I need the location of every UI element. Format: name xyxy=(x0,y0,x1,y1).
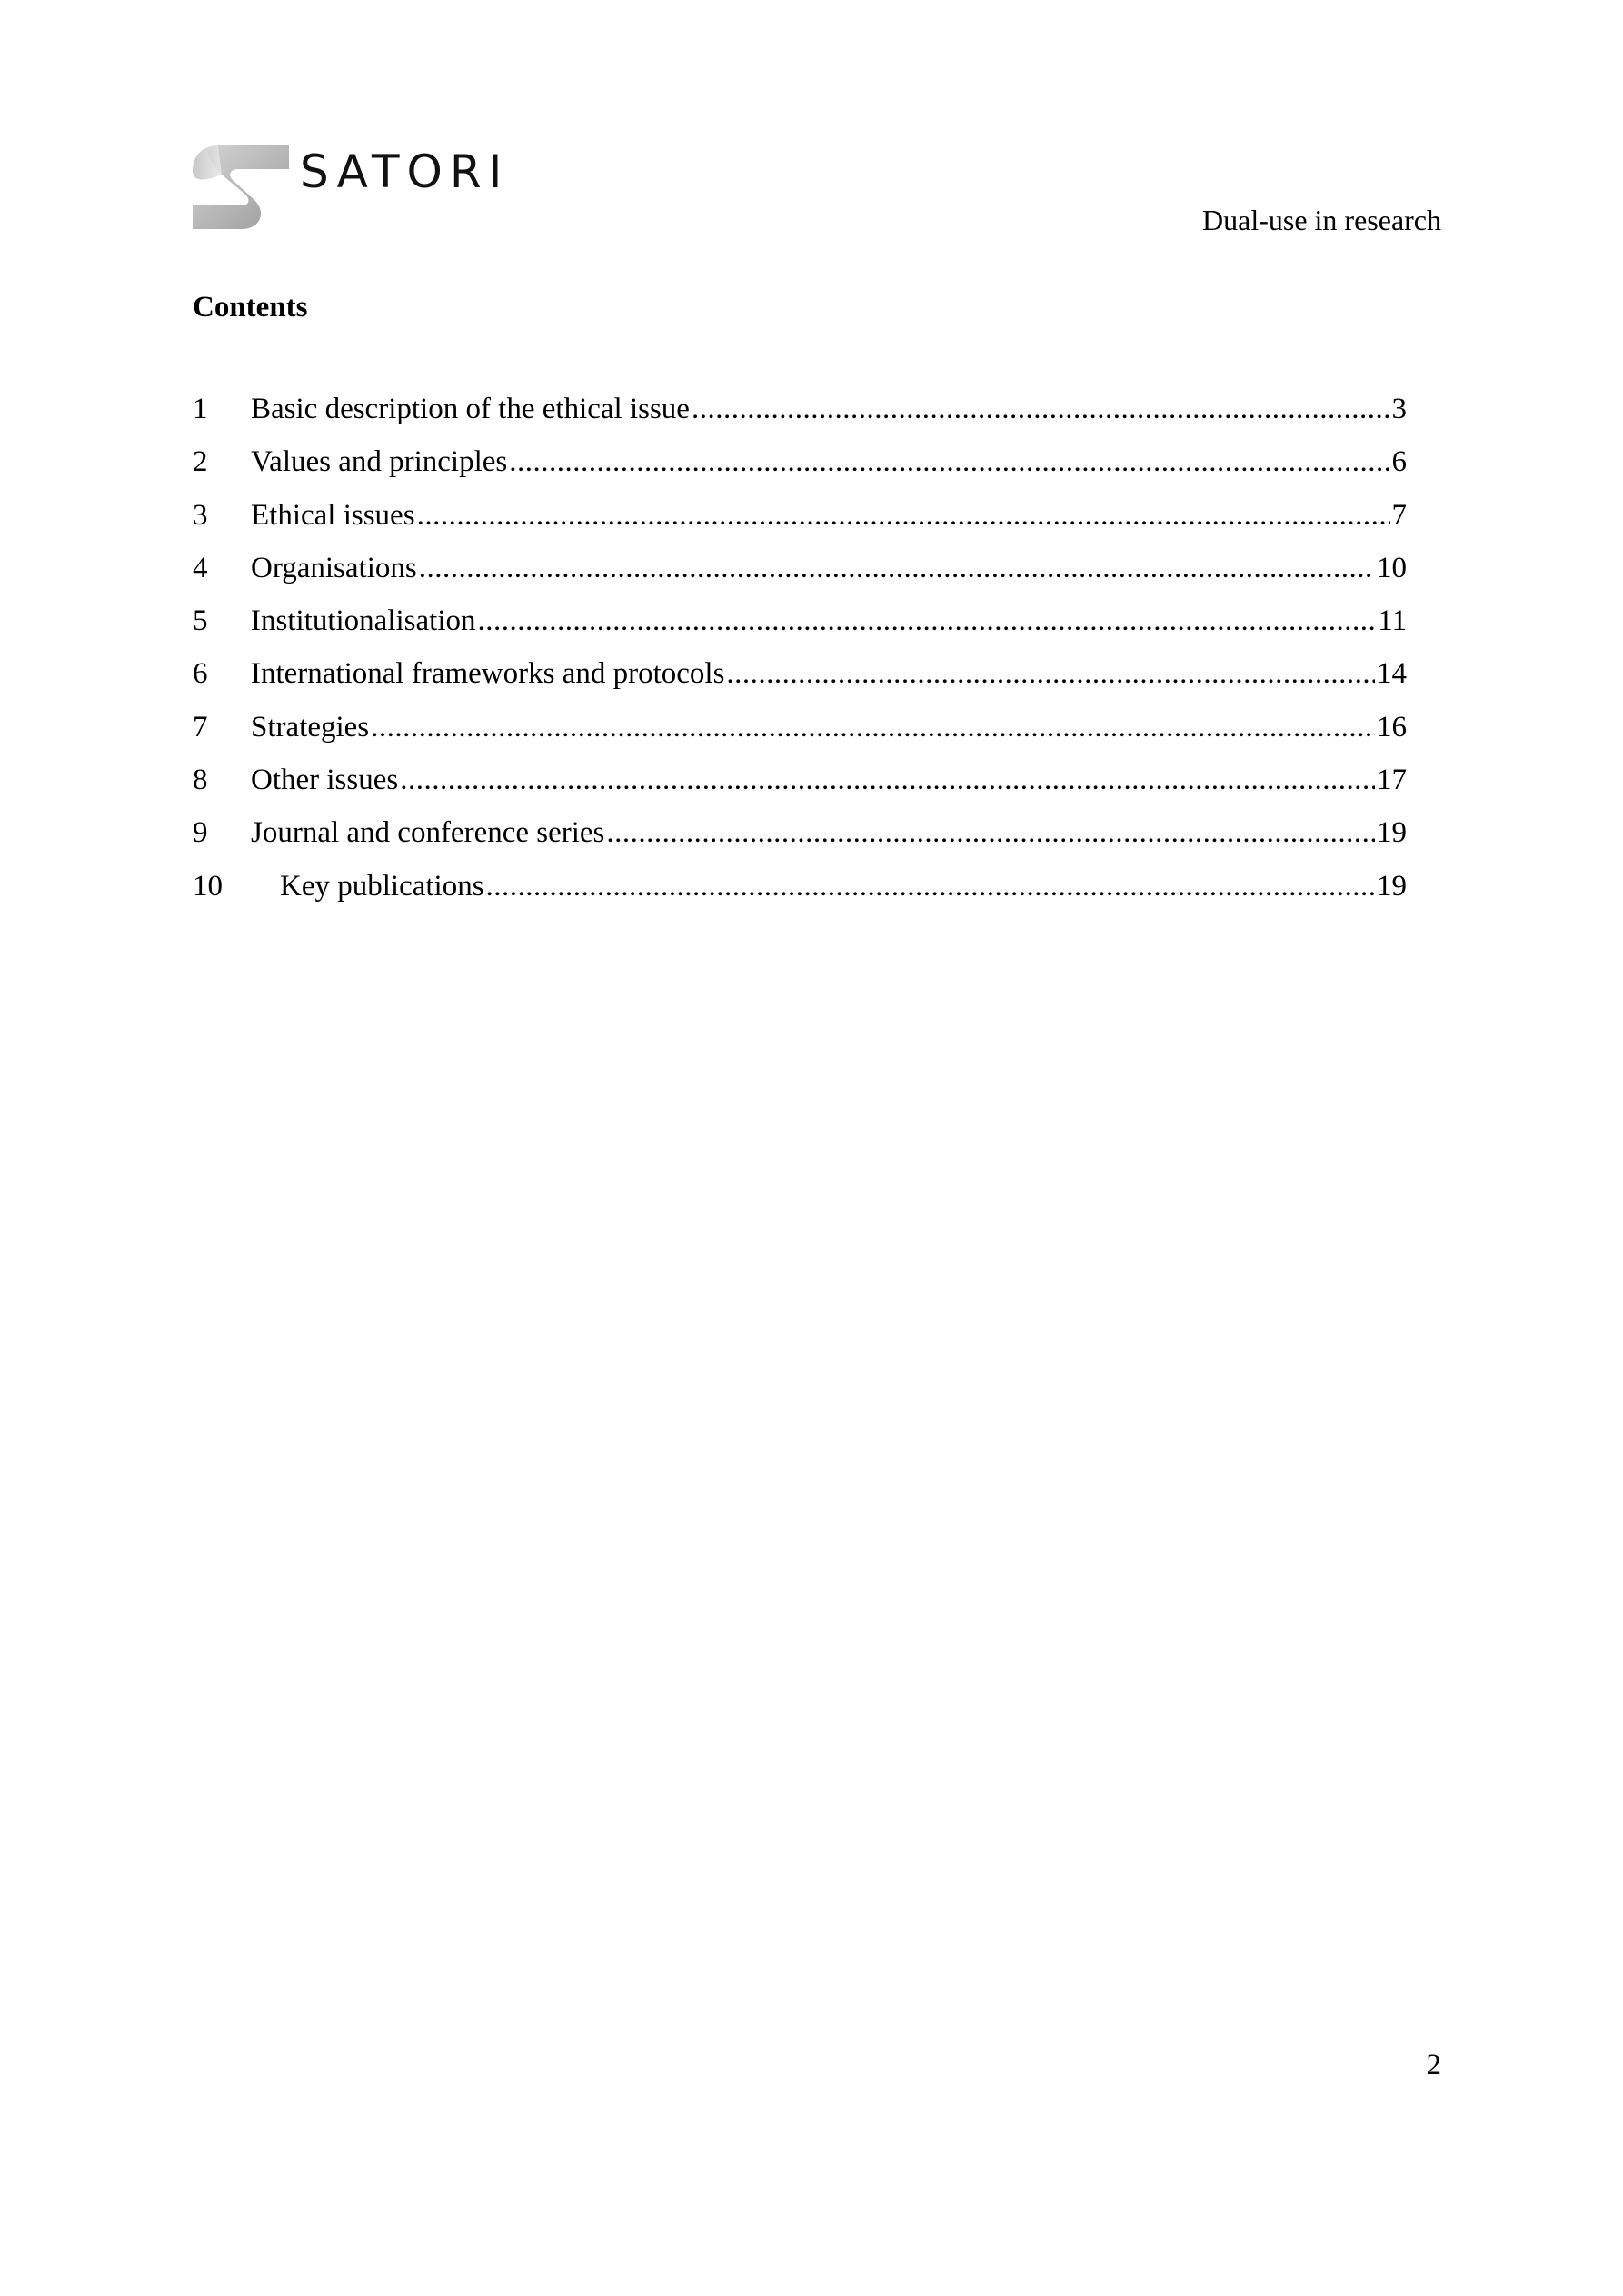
toc-entry[interactable] xyxy=(193,498,1407,554)
toc-entry-number: 10 xyxy=(193,869,223,903)
toc-entry-page[interactable]: 11 xyxy=(1378,604,1407,638)
table-of-contents xyxy=(193,394,1407,924)
toc-entry-page[interactable]: 19 xyxy=(1377,869,1407,903)
toc-entry-title[interactable]: International frameworks and protocols xyxy=(251,657,725,691)
toc-leader-dots xyxy=(509,447,1389,477)
toc-leader-dots xyxy=(486,872,1375,902)
toc-entry-title[interactable]: Strategies xyxy=(251,710,370,744)
toc-entry-number: 1 xyxy=(193,393,208,425)
toc-leader-dots xyxy=(417,501,1390,531)
toc-entry-page[interactable]: 6 xyxy=(1391,445,1407,479)
toc-entry[interactable] xyxy=(193,606,1407,659)
toc-entry-page[interactable]: 14 xyxy=(1377,657,1407,691)
toc-entry-number: 7 xyxy=(193,710,208,744)
document-title: Dual-use in research xyxy=(1202,204,1441,236)
toc-entry-number: 3 xyxy=(193,498,208,532)
satori-logo xyxy=(191,144,510,231)
toc-entry-number: 8 xyxy=(193,764,208,797)
toc-entry[interactable] xyxy=(193,818,1407,871)
toc-entry[interactable] xyxy=(193,551,1407,606)
toc-entry-title[interactable]: Other issues xyxy=(251,764,399,797)
toc-entry-title[interactable]: Basic description of the ethical issue xyxy=(251,393,690,425)
toc-entry-page[interactable]: 10 xyxy=(1377,551,1407,584)
toc-leader-dots xyxy=(371,713,1375,743)
toc-entry-title[interactable]: Institutionalisation xyxy=(251,604,476,638)
satori-s-icon xyxy=(191,144,291,231)
toc-leader-dots xyxy=(606,818,1375,848)
page-number: 2 xyxy=(1426,2049,1441,2081)
toc-leader-dots xyxy=(692,394,1390,424)
toc-leader-dots xyxy=(400,765,1375,795)
toc-entry[interactable] xyxy=(193,710,1407,765)
contents-heading: Contents xyxy=(193,291,308,324)
toc-entry-title[interactable]: Organisations xyxy=(251,551,417,584)
toc-entry-number: 9 xyxy=(193,816,208,850)
toc-entry-number: 6 xyxy=(193,657,208,691)
toc-entry[interactable] xyxy=(193,394,1407,447)
toc-entry-page[interactable]: 16 xyxy=(1377,710,1407,744)
toc-entry-page[interactable]: 3 xyxy=(1391,393,1407,425)
logo-text: SATORI xyxy=(300,145,510,198)
toc-entry[interactable] xyxy=(193,765,1407,818)
toc-entry-page[interactable]: 19 xyxy=(1377,816,1407,850)
toc-entry-title[interactable]: Key publications xyxy=(280,869,484,903)
toc-entry-title[interactable]: Ethical issues xyxy=(251,498,415,532)
toc-entry-title[interactable]: Journal and conference series xyxy=(251,816,605,850)
toc-entry-title[interactable]: Values and principles xyxy=(251,445,508,479)
toc-entry-number: 5 xyxy=(193,604,208,638)
toc-leader-dots xyxy=(419,554,1375,584)
toc-entry-number: 2 xyxy=(193,445,208,479)
toc-entry[interactable] xyxy=(193,659,1407,712)
toc-entry-page[interactable]: 17 xyxy=(1377,764,1407,797)
toc-leader-dots xyxy=(726,659,1375,689)
toc-entry-page[interactable]: 7 xyxy=(1391,498,1407,532)
toc-entry-number: 4 xyxy=(193,551,208,584)
toc-entry[interactable] xyxy=(193,869,1407,924)
toc-entry[interactable] xyxy=(193,447,1407,500)
toc-leader-dots xyxy=(477,606,1376,636)
